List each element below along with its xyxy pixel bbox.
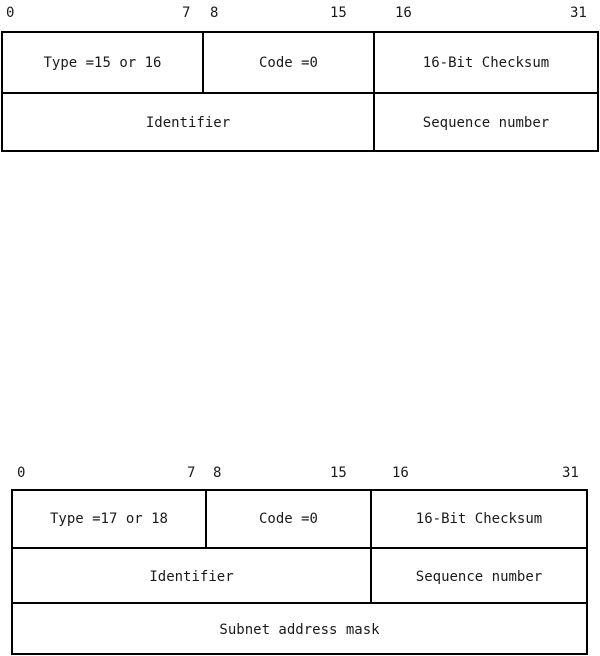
checksum-field: 16-Bit Checksum	[373, 33, 597, 92]
packet-frame	[11, 489, 588, 655]
bit-label-15: 15	[330, 465, 347, 481]
id-seq-row	[3, 92, 597, 152]
id-seq-row	[13, 547, 586, 604]
header-row	[3, 33, 597, 92]
code-field: Code =0	[205, 491, 370, 547]
identifier-field: Identifier	[149, 568, 234, 585]
checksum-field: 16-Bit Checksum	[370, 491, 586, 547]
bit-label-8: 8	[210, 5, 219, 21]
bit-label-0: 0	[6, 5, 15, 21]
code-field: Code =0	[202, 33, 373, 92]
bit-label-8: 8	[213, 465, 222, 481]
bit-label-7: 7	[187, 465, 196, 481]
bit-label-31: 31	[562, 465, 579, 481]
subnet-address-mask-field: Subnet address mask	[219, 621, 380, 638]
bit-label-15: 15	[330, 5, 347, 21]
bit-label-0: 0	[17, 465, 26, 481]
bit-label-7: 7	[182, 5, 191, 21]
sequence-number-field: Sequence number	[373, 94, 597, 152]
identifier-field: Identifier	[145, 115, 231, 131]
bit-label-31: 31	[570, 5, 587, 21]
bit-label-16: 16	[392, 465, 409, 481]
bit-label-16: 16	[395, 5, 412, 21]
sequence-number-field: Sequence number	[370, 549, 586, 604]
header-row	[13, 491, 586, 547]
packet-frame	[1, 31, 599, 152]
mask-row	[13, 602, 586, 655]
type-field: Type =15 or 16	[43, 54, 162, 71]
type-field: Type =17 or 18	[49, 511, 168, 527]
